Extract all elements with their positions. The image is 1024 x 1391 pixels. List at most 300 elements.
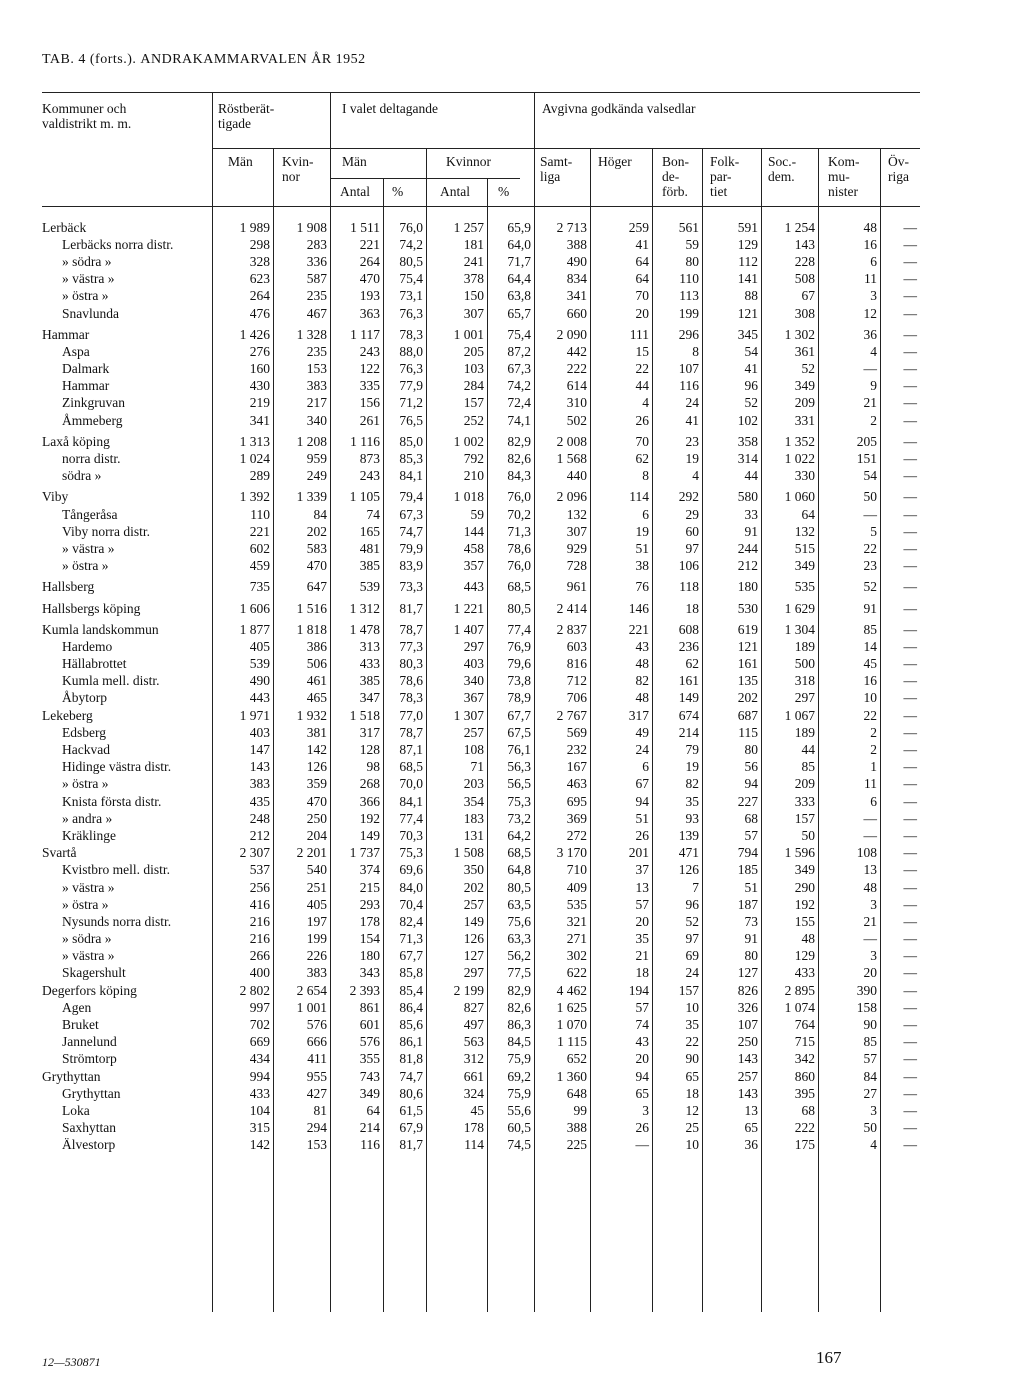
row-value: 860 xyxy=(794,1068,815,1084)
row-value: — xyxy=(903,931,917,947)
row-value: 674 xyxy=(678,707,699,723)
row-value: 257 xyxy=(463,896,484,912)
row-value: 24 xyxy=(685,395,699,411)
row-value: 296 xyxy=(678,326,699,342)
row-value: 26 xyxy=(635,1120,649,1136)
row-value: 77,0 xyxy=(399,707,423,723)
row-value: 63,3 xyxy=(507,931,531,947)
row-value: 75,6 xyxy=(507,913,531,929)
row-value: 236 xyxy=(678,638,699,654)
row-value: 82,9 xyxy=(507,982,531,998)
row-value: 150 xyxy=(463,288,484,304)
row-value: 827 xyxy=(463,999,484,1015)
row-value: 961 xyxy=(566,579,587,595)
row-value: 62 xyxy=(635,451,649,467)
row-value: — xyxy=(903,395,917,411)
row-value: 622 xyxy=(566,965,587,981)
row-value: 84,5 xyxy=(507,1034,531,1050)
table-row xyxy=(42,271,920,288)
row-value: 502 xyxy=(566,412,587,428)
row-value: 228 xyxy=(794,253,815,269)
row-value: 333 xyxy=(794,793,815,809)
row-value: 94 xyxy=(635,1068,649,1084)
row-name: Dalmark xyxy=(62,361,110,377)
row-value: 114 xyxy=(464,1137,484,1153)
row-value: 73,2 xyxy=(507,810,531,826)
row-value: 443 xyxy=(463,579,484,595)
row-value: 126 xyxy=(306,759,327,775)
row-value: 241 xyxy=(463,253,484,269)
row-name: Älvestorp xyxy=(62,1137,116,1153)
row-value: 416 xyxy=(249,896,270,912)
row-value: 51 xyxy=(744,879,758,895)
table-row xyxy=(42,724,920,741)
row-value: 405 xyxy=(249,638,270,654)
row-value: 44 xyxy=(635,378,649,394)
row-value: 70,4 xyxy=(399,896,423,912)
header-man: Män xyxy=(228,154,253,169)
row-value: 149 xyxy=(463,913,484,929)
row-name: Lerbäcks norra distr. xyxy=(62,236,174,252)
row-name: Hallsberg xyxy=(42,579,95,595)
row-value: 194 xyxy=(628,982,649,998)
row-value: — xyxy=(903,326,917,342)
row-value: 73,3 xyxy=(399,579,423,595)
row-value: — xyxy=(903,1034,917,1050)
header-rostberattigade: Röstberät- tigade xyxy=(218,101,275,131)
row-value: 476 xyxy=(249,305,270,321)
row-value: 70,2 xyxy=(507,506,531,522)
row-value: 127 xyxy=(463,948,484,964)
table-row xyxy=(42,1034,920,1051)
row-value: 272 xyxy=(566,827,587,843)
row-value: 38 xyxy=(635,558,649,574)
row-name: Loka xyxy=(62,1102,90,1118)
row-name: Kumla landskommun xyxy=(42,621,159,637)
election-table xyxy=(42,219,920,1154)
row-value: 189 xyxy=(794,724,815,740)
row-value: 13 xyxy=(635,879,649,895)
row-value: 76,1 xyxy=(507,742,531,758)
row-value: 1 060 xyxy=(784,489,815,505)
table-body xyxy=(42,219,920,1154)
row-value: 345 xyxy=(737,326,758,342)
row-value: 216 xyxy=(249,913,270,929)
row-value: 6 xyxy=(870,793,877,809)
row-value: 112 xyxy=(738,253,758,269)
row-value: 20 xyxy=(635,305,649,321)
row-value: 44 xyxy=(801,742,815,758)
header-rule-2 xyxy=(330,178,520,179)
row-name: Degerfors köping xyxy=(42,982,137,998)
row-value: — xyxy=(903,558,917,574)
row-value: 74 xyxy=(635,1017,649,1033)
table-row xyxy=(42,810,920,827)
row-value: 64 xyxy=(366,1102,380,1118)
row-value: 74,5 xyxy=(507,1137,531,1153)
row-value: 386 xyxy=(306,638,327,654)
row-value: 8 xyxy=(642,468,649,484)
row-value: 2 767 xyxy=(556,707,587,723)
row-value: 3 xyxy=(870,288,877,304)
row-value: — xyxy=(903,1051,917,1067)
row-value: 4 462 xyxy=(556,982,587,998)
table-row xyxy=(42,219,920,236)
row-name: » södra » xyxy=(62,931,112,947)
row-value: — xyxy=(903,690,917,706)
row-value: 143 xyxy=(737,1085,758,1101)
row-value: — xyxy=(903,845,917,861)
row-value: 82 xyxy=(685,776,699,792)
row-value: 834 xyxy=(566,271,587,287)
row-value: 70,0 xyxy=(399,776,423,792)
row-value: 202 xyxy=(306,523,327,539)
row-value: 56,2 xyxy=(507,948,531,964)
row-value: 249 xyxy=(306,468,327,484)
row-value: 235 xyxy=(306,343,327,359)
header-pct2: % xyxy=(498,184,510,199)
row-value: — xyxy=(903,253,917,269)
row-value: 12 xyxy=(863,305,877,321)
row-value: 764 xyxy=(794,1017,815,1033)
row-name: Hallsbergs köping xyxy=(42,600,141,616)
row-value: 540 xyxy=(306,862,327,878)
row-value: 22 xyxy=(863,540,877,556)
row-value: 77,3 xyxy=(399,638,423,654)
row-value: 221 xyxy=(249,523,270,539)
row-value: 78,6 xyxy=(507,540,531,556)
row-value: 328 xyxy=(249,253,270,269)
row-value: 219 xyxy=(249,395,270,411)
row-value: 77,9 xyxy=(399,378,423,394)
row-value: — xyxy=(903,707,917,723)
row-value: 62 xyxy=(685,656,699,672)
row-value: 217 xyxy=(306,395,327,411)
row-name: Hidinge västra distr. xyxy=(62,759,172,775)
row-value: — xyxy=(903,489,917,505)
table-row xyxy=(42,845,920,862)
row-value: 2 713 xyxy=(556,219,587,235)
row-value: 72,4 xyxy=(507,395,531,411)
row-value: 82,9 xyxy=(507,433,531,449)
row-name: Viby xyxy=(42,489,69,505)
row-value: 77,4 xyxy=(399,810,423,826)
row-value: 156 xyxy=(359,395,380,411)
row-value: 84,3 xyxy=(507,468,531,484)
row-value: 374 xyxy=(359,862,380,878)
row-name: Kräklinge xyxy=(62,827,116,843)
row-value: 1 001 xyxy=(296,999,327,1015)
row-value: 144 xyxy=(463,523,484,539)
row-value: 508 xyxy=(794,271,815,287)
table-row xyxy=(42,999,920,1016)
row-value: 52 xyxy=(863,579,877,595)
table-row xyxy=(42,982,920,999)
table-row xyxy=(42,485,920,506)
row-value: 57 xyxy=(635,999,649,1015)
row-value: 470 xyxy=(306,558,327,574)
row-value: 463 xyxy=(566,776,587,792)
table-row xyxy=(42,1137,920,1154)
table-row xyxy=(42,450,920,467)
row-value: 576 xyxy=(359,1034,380,1050)
row-name: Skagershult xyxy=(62,965,126,981)
row-value: 114 xyxy=(629,489,649,505)
header-ovriga: Öv- riga xyxy=(888,154,909,184)
row-value: 76,3 xyxy=(399,361,423,377)
row-value: 227 xyxy=(737,793,758,809)
row-value: 1 877 xyxy=(239,621,270,637)
row-value: 215 xyxy=(359,879,380,895)
row-name: Kvistbro mell. distr. xyxy=(62,862,170,878)
row-value: — xyxy=(903,724,917,740)
row-value: 623 xyxy=(249,271,270,287)
row-value: 41 xyxy=(744,361,758,377)
row-value: 115 xyxy=(738,724,758,740)
row-value: 96 xyxy=(685,896,699,912)
row-value: 20 xyxy=(635,1051,649,1067)
row-value: — xyxy=(903,305,917,321)
row-value: — xyxy=(903,600,917,616)
row-value: 203 xyxy=(463,776,484,792)
row-value: 56 xyxy=(744,759,758,775)
row-value: 48 xyxy=(635,690,649,706)
row-value: 324 xyxy=(463,1085,484,1101)
row-value: 104 xyxy=(249,1102,270,1118)
table-row xyxy=(42,931,920,948)
row-value: — xyxy=(903,793,917,809)
row-value: 1 313 xyxy=(239,433,270,449)
row-value: 141 xyxy=(737,271,758,287)
row-value: 76,3 xyxy=(399,305,423,321)
row-value: 22 xyxy=(635,361,649,377)
row-value: 76,5 xyxy=(399,412,423,428)
row-value: 283 xyxy=(306,236,327,252)
row-value: 743 xyxy=(359,1068,380,1084)
row-value: 347 xyxy=(359,690,380,706)
row-value: 1 625 xyxy=(556,999,587,1015)
header-folkpartiet: Folk- par- tiet xyxy=(710,154,740,199)
row-value: 26 xyxy=(635,827,649,843)
row-value: 70,3 xyxy=(399,827,423,843)
row-value: 1 115 xyxy=(557,1034,587,1050)
row-value: 18 xyxy=(685,600,699,616)
row-value: 64 xyxy=(801,506,815,522)
row-value: 467 xyxy=(306,305,327,321)
header-bottom-rule xyxy=(42,206,920,207)
row-value: 55,6 xyxy=(507,1102,531,1118)
row-value: 336 xyxy=(306,253,327,269)
row-value: 576 xyxy=(306,1017,327,1033)
row-value: 276 xyxy=(249,343,270,359)
row-value: 153 xyxy=(306,361,327,377)
row-value: 569 xyxy=(566,724,587,740)
table-row xyxy=(42,322,920,343)
row-value: 212 xyxy=(737,558,758,574)
row-value: 178 xyxy=(463,1120,484,1136)
row-value: 78,3 xyxy=(399,326,423,342)
row-value: — xyxy=(903,579,917,595)
row-value: 90 xyxy=(685,1051,699,1067)
row-value: 121 xyxy=(737,305,758,321)
row-name: Knista första distr. xyxy=(62,793,162,809)
row-value: 59 xyxy=(685,236,699,252)
row-value: — xyxy=(903,656,917,672)
row-value: 490 xyxy=(249,673,270,689)
row-value: 205 xyxy=(856,433,877,449)
table-row xyxy=(42,378,920,395)
row-value: 2 xyxy=(870,412,877,428)
row-value: 183 xyxy=(463,810,484,826)
row-value: — xyxy=(903,1137,917,1153)
table-row xyxy=(42,596,920,617)
table-row xyxy=(42,1085,920,1102)
row-value: 19 xyxy=(685,759,699,775)
row-value: 433 xyxy=(359,656,380,672)
row-value: 185 xyxy=(737,862,758,878)
row-value: 335 xyxy=(359,378,380,394)
table-row xyxy=(42,862,920,879)
row-value: 143 xyxy=(737,1051,758,1067)
row-value: 80,5 xyxy=(399,253,423,269)
row-value: 994 xyxy=(249,1068,270,1084)
row-value: 395 xyxy=(794,1085,815,1101)
row-value: 67,7 xyxy=(399,948,423,964)
row-value: 79,6 xyxy=(507,656,531,672)
row-value: 20 xyxy=(863,965,877,981)
row-value: 75,9 xyxy=(507,1085,531,1101)
row-value: 48 xyxy=(863,219,877,235)
table-row xyxy=(42,913,920,930)
row-value: 68,5 xyxy=(399,759,423,775)
row-value: 388 xyxy=(566,1120,587,1136)
row-value: 74 xyxy=(366,506,380,522)
row-value: 715 xyxy=(794,1034,815,1050)
row-value: 225 xyxy=(566,1137,587,1153)
print-code: 12—530871 xyxy=(42,1355,101,1369)
row-name: Grythyttan xyxy=(62,1085,121,1101)
row-value: 82,4 xyxy=(399,913,423,929)
header-man2: Män xyxy=(342,154,367,169)
row-value: 4 xyxy=(870,1137,877,1153)
row-value: 1 105 xyxy=(349,489,380,505)
row-name: Jannelund xyxy=(62,1034,117,1050)
row-value: — xyxy=(903,343,917,359)
row-value: 73,1 xyxy=(399,288,423,304)
row-value: 388 xyxy=(566,236,587,252)
row-value: 293 xyxy=(359,896,380,912)
row-value: 85,0 xyxy=(399,433,423,449)
row-value: 2 393 xyxy=(349,982,380,998)
row-value: 85,8 xyxy=(399,965,423,981)
row-value: 1 737 xyxy=(349,845,380,861)
row-value: — xyxy=(863,931,877,947)
row-value: 14 xyxy=(863,638,877,654)
row-value: 44 xyxy=(744,468,758,484)
row-value: 232 xyxy=(566,742,587,758)
row-value: 11 xyxy=(864,271,877,287)
row-value: 712 xyxy=(566,673,587,689)
row-value: 22 xyxy=(863,707,877,723)
row-value: 83,9 xyxy=(399,558,423,574)
row-value: 143 xyxy=(794,236,815,252)
row-value: 25 xyxy=(685,1120,699,1136)
row-value: 64,8 xyxy=(507,862,531,878)
row-value: 561 xyxy=(678,219,699,235)
row-value: 71,2 xyxy=(399,395,423,411)
row-value: 497 xyxy=(463,1017,484,1033)
row-value: 106 xyxy=(678,558,699,574)
row-value: 317 xyxy=(628,707,649,723)
row-value: 48 xyxy=(635,656,649,672)
row-value: 41 xyxy=(635,236,649,252)
row-value: 45 xyxy=(470,1102,484,1118)
row-name: Åmmeberg xyxy=(62,412,123,428)
row-value: 86,3 xyxy=(507,1017,531,1033)
row-value: — xyxy=(903,810,917,826)
row-value: 1 312 xyxy=(349,600,380,616)
row-value: 157 xyxy=(794,810,815,826)
row-value: 116 xyxy=(679,378,699,394)
row-value: — xyxy=(903,673,917,689)
row-value: — xyxy=(903,433,917,449)
row-value: 326 xyxy=(737,999,758,1015)
table-row xyxy=(42,1016,920,1033)
row-value: 315 xyxy=(249,1120,270,1136)
row-value: 383 xyxy=(306,965,327,981)
row-value: — xyxy=(903,1085,917,1101)
table-row xyxy=(42,1051,920,1068)
row-value: 165 xyxy=(359,523,380,539)
row-value: 259 xyxy=(628,219,649,235)
row-value: 6 xyxy=(642,506,649,522)
row-value: 85 xyxy=(801,759,815,775)
row-value: 354 xyxy=(463,793,484,809)
row-value: — xyxy=(903,506,917,522)
header-antal: Antal xyxy=(340,184,370,199)
row-value: 2 654 xyxy=(296,982,327,998)
row-value: 221 xyxy=(628,621,649,637)
row-value: 76,0 xyxy=(399,219,423,235)
row-value: 1 352 xyxy=(784,433,815,449)
row-value: 181 xyxy=(463,236,484,252)
row-value: 127 xyxy=(737,965,758,981)
row-value: 669 xyxy=(249,1034,270,1050)
row-value: 67,9 xyxy=(399,1120,423,1136)
row-value: 264 xyxy=(249,288,270,304)
row-value: 52 xyxy=(744,395,758,411)
row-value: 75,4 xyxy=(399,271,423,287)
row-value: 294 xyxy=(306,1120,327,1136)
row-value: 1 067 xyxy=(784,707,815,723)
row-value: 126 xyxy=(463,931,484,947)
row-value: 350 xyxy=(463,862,484,878)
row-value: 15 xyxy=(635,343,649,359)
header-kommuner: Kommuner och valdistrikt m. m. xyxy=(42,101,132,131)
row-value: 139 xyxy=(678,827,699,843)
row-name: Grythyttan xyxy=(42,1068,101,1084)
row-value: 434 xyxy=(249,1051,270,1067)
row-value: 96 xyxy=(744,378,758,394)
row-value: 244 xyxy=(737,540,758,556)
row-value: — xyxy=(903,412,917,428)
row-value: 70 xyxy=(635,288,649,304)
row-value: 435 xyxy=(249,793,270,809)
row-value: 292 xyxy=(678,489,699,505)
row-value: 430 xyxy=(249,378,270,394)
row-value: 167 xyxy=(566,759,587,775)
row-value: 10 xyxy=(863,690,877,706)
